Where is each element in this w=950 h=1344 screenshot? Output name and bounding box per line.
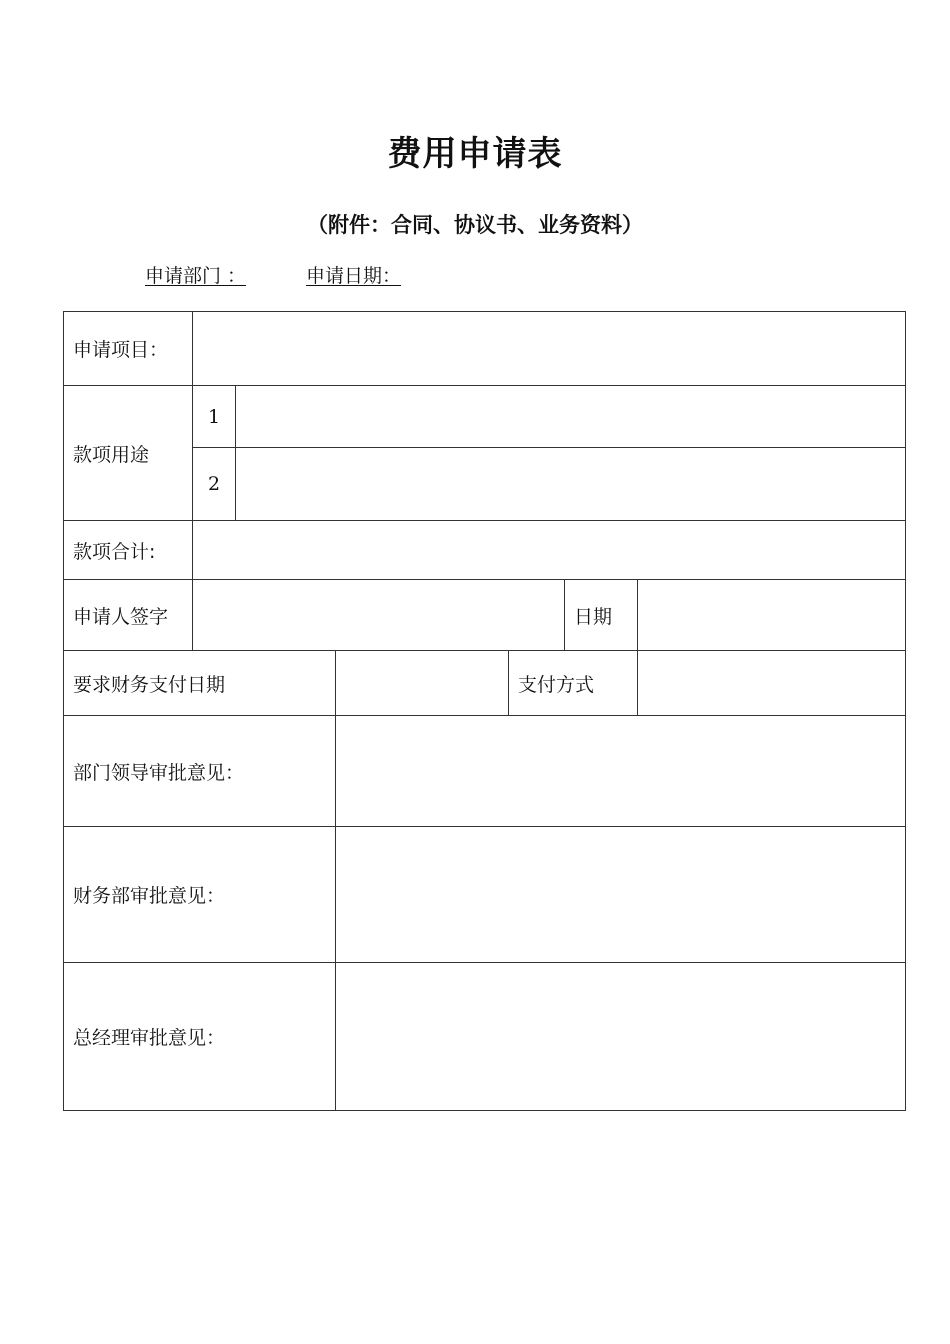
payment-method-field[interactable] xyxy=(638,651,906,716)
dept-leader-approval-label: 部门领导审批意见： xyxy=(64,716,336,827)
document-subtitle: （附件：合同、协议书、业务资料） xyxy=(307,213,643,237)
signature-date-field[interactable] xyxy=(638,580,906,651)
row-dept-approval xyxy=(64,716,906,827)
project-label: 申请项目： xyxy=(64,312,193,386)
row-signature xyxy=(64,580,906,651)
gm-approval-field[interactable] xyxy=(336,963,906,1111)
finance-approval-label: 财务部审批意见： xyxy=(64,827,336,963)
signature-date-label: 日期 xyxy=(565,580,638,651)
total-field[interactable] xyxy=(193,521,906,580)
row-gm-approval xyxy=(64,963,906,1111)
applicant-signature-label: 申请人签字 xyxy=(64,580,193,651)
finance-approval-field[interactable] xyxy=(336,827,906,963)
expense-form-table xyxy=(63,311,906,1111)
gm-approval-label: 总经理审批意见： xyxy=(64,963,336,1111)
dept-leader-approval-field[interactable] xyxy=(336,716,906,827)
payment-date-field[interactable] xyxy=(336,651,509,716)
project-field[interactable] xyxy=(193,312,906,386)
department-label: 申请部门 ： xyxy=(145,265,247,287)
purpose-item-field-2[interactable] xyxy=(236,448,906,521)
row-finance-approval xyxy=(64,827,906,963)
application-date-label: 申请日期： xyxy=(306,265,402,287)
payment-method-label: 支付方式 xyxy=(509,651,638,716)
document-title: 费用申请表 xyxy=(387,134,563,174)
purpose-item-number-1: 1 xyxy=(193,386,236,448)
row-purpose-1 xyxy=(64,386,906,448)
payment-date-label: 要求财务支付日期 xyxy=(64,651,336,716)
purpose-item-number-2: 2 xyxy=(193,448,236,521)
row-total xyxy=(64,521,906,580)
row-payment xyxy=(64,651,906,716)
applicant-signature-field[interactable] xyxy=(193,580,565,651)
purpose-label: 款项用途 xyxy=(64,386,193,521)
meta-line xyxy=(145,261,401,288)
total-label: 款项合计: xyxy=(64,521,193,580)
row-project xyxy=(64,312,906,386)
purpose-item-field-1[interactable] xyxy=(236,386,906,448)
